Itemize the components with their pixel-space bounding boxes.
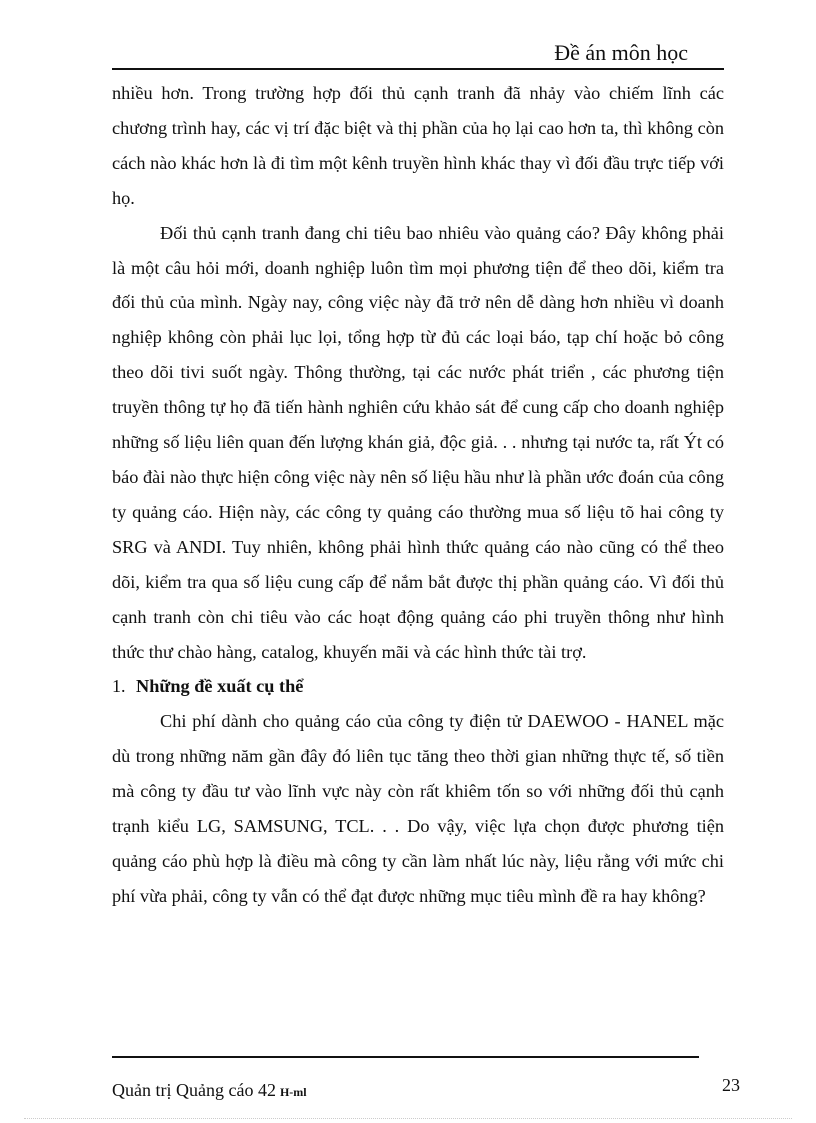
footer-class-code: H-ml bbox=[279, 1085, 307, 1099]
page-edge-divider bbox=[24, 1118, 792, 1119]
page-header-title: Đề án môn học bbox=[554, 40, 688, 65]
section-heading bbox=[112, 669, 724, 704]
section-number: 1. bbox=[112, 676, 126, 697]
paragraph: nhiều hơn. Trong trường hợp đối thủ cạnh tranh đã nhảy vào chiếm lĩnh các chương trình hay, các vị trí đặc biệt và thị phần của họ lại cao hơn ta, thì không còn cách nào khác hơn là đi tìm một kênh truyền hình khác thay vì đối đầu trực tiếp với họ. bbox=[112, 83, 724, 208]
paragraph: Đối thủ cạnh tranh đang chi tiêu bao nhiêu vào quảng cáo? Đây không phải là một câu hỏi mới, doanh nghiệp luôn tìm mọi phương tiện để theo dõi, kiểm tra đối thủ của mình. Ngày nay, công việc này đã trở nên dễ dàng hơn nhiều vì doanh nghiệp không còn phải lục lọi, tổng hợp từ đủ các loại báo, tạp chí hoặc bỏ công theo dõi tivi suốt ngày. Thông thường, tại các nước phát triển , các phương tiện truyền thông tự họ đã tiến hành nghiên cứu khảo sát để cung cấp cho doanh nghiệp những số liệu liên quan đến lượng khán giả, độc giả. . . nhưng tại nước ta, rất Ýt có báo đài nào thực hiện công việc này nên số liệu hầu như là phần ước đoán của công ty quảng cáo. Hiện này, các công ty quảng cáo thường mua số liệu tõ hai công ty SRG và ANDI. Tuy nhiên, không phải hình thức quảng cáo nào cũng có thể theo dõi, kiểm tra qua số liệu cung cấp để nắm bắt được thị phần quảng cáo. Vì đối thủ cạnh tranh còn chi tiêu vào các hoạt động quảng cáo phi truyền thông như hình thức thư chào hàng, catalog, khuyến mãi và các hình thức tài trợ. bbox=[112, 222, 724, 662]
header-divider bbox=[112, 68, 724, 70]
paragraph: Chi phí dành cho quảng cáo của công ty điện tử DAEWOO - HANEL mặc dù trong những năm gần đây đó liên tục tăng theo thời gian những thực tế, số tiền mà công ty đầu tư vào lĩnh vực này còn rất khiêm tốn so với những đối thủ cạnh trạnh kiểu LG, SAMSUNG, TCL. . . Do vậy, việc lựa chọn được phương tiện quảng cáo phù hợp là điều mà công ty cần làm nhất lúc này, liệu rằng với mức chi phí vừa phải, công ty vẫn có thể đạt được những mục tiêu mình đề ra hay không? bbox=[112, 711, 724, 906]
footer-divider bbox=[112, 1056, 699, 1058]
section-title: Những đề xuất cụ thể bbox=[136, 676, 304, 697]
document-body bbox=[112, 76, 724, 914]
page-number: 23 bbox=[722, 1075, 740, 1095]
footer-course bbox=[112, 1078, 307, 1104]
footer-course-text: Quản trị Quảng cáo 42 bbox=[112, 1080, 276, 1100]
